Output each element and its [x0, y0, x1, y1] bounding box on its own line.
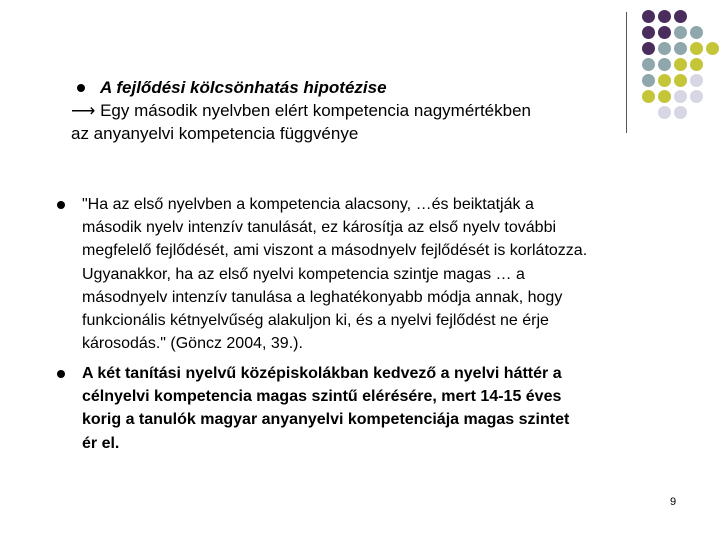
decorative-dot — [674, 26, 687, 39]
bullet-text — [82, 193, 587, 355]
decorative-dot — [642, 42, 655, 55]
decorative-dot — [690, 58, 703, 71]
bullet-text — [82, 362, 569, 455]
heading-title: A fejlődési kölcsönhatás hipotézise — [100, 78, 387, 97]
decorative-dot — [642, 26, 655, 39]
bullet-line: megfelelő fejlődését, ami viszont a másodnyelv fejlődését is korlátozza. — [82, 242, 588, 260]
bullet-icon — [57, 201, 65, 209]
bullet-line: célnyelvi kompetencia magas szintű elérésére, mert 14-15 éves — [82, 388, 562, 406]
bullet-line: Ugyanakkor, ha az első nyelvi kompetencia szintje magas … a — [82, 265, 525, 283]
decorative-dot — [658, 106, 671, 119]
decorative-dot — [674, 10, 687, 23]
decorative-dot — [658, 10, 671, 23]
bullet-line: károsodás." (Göncz 2004, 39.). — [82, 335, 303, 353]
decorative-dot — [642, 90, 655, 103]
bullet-icon — [57, 370, 65, 378]
heading-block — [71, 76, 631, 145]
decorative-dot — [658, 58, 671, 71]
decorative-dot — [674, 90, 687, 103]
bullet-item-quote — [57, 193, 657, 355]
decorative-dot — [642, 10, 655, 23]
heading-subtitle-line-2: az anyanyelvi kompetencia függvénye — [71, 124, 359, 143]
bullet-line: funkcionális kétnyelvűség alakuljon ki, és a nyelvi fejlődést ne érje — [82, 312, 549, 330]
decorative-dot — [690, 42, 703, 55]
decorative-dot — [658, 42, 671, 55]
decorative-dot — [674, 58, 687, 71]
decorative-dot — [690, 26, 703, 39]
heading-title-row — [71, 76, 631, 99]
page-number: 9 — [670, 496, 677, 508]
decorative-dot — [658, 26, 671, 39]
decorative-dot — [642, 58, 655, 71]
bullet-line: másodnyelv intenzív tanulása a leghatékonyabb módja annak, hogy — [82, 288, 563, 306]
decorative-dot — [674, 74, 687, 87]
decorative-dot-grid — [640, 10, 720, 120]
bullet-line: korig a tanulók magyar anyanyelvi kompetenciája magas szintet — [82, 411, 570, 429]
bullet-line: "Ha az első nyelvben a kompetencia alacsony, …és beiktatják a — [82, 196, 534, 213]
decorative-dot — [658, 74, 671, 87]
bullet-item-conclusion — [57, 362, 657, 455]
bullet-line: második nyelv intenzív tanulását, ez károsítja az első nyelv további — [82, 219, 557, 237]
decorative-dot — [674, 106, 687, 119]
bullet-line: A két tanítási nyelvű középiskolákban kedvező a nyelvi háttér a — [82, 365, 562, 382]
decorative-dot — [642, 74, 655, 87]
decorative-dot — [658, 90, 671, 103]
heading-subtitle-line-1: ⟶ Egy második nyelvben elért kompetencia nagymértékben — [71, 101, 531, 120]
decorative-dot — [706, 42, 719, 55]
decorative-dot — [690, 74, 703, 87]
bullet-line: ér el. — [82, 434, 120, 452]
bullet-icon — [77, 84, 85, 92]
decorative-dot — [674, 42, 687, 55]
decorative-dot — [690, 90, 703, 103]
